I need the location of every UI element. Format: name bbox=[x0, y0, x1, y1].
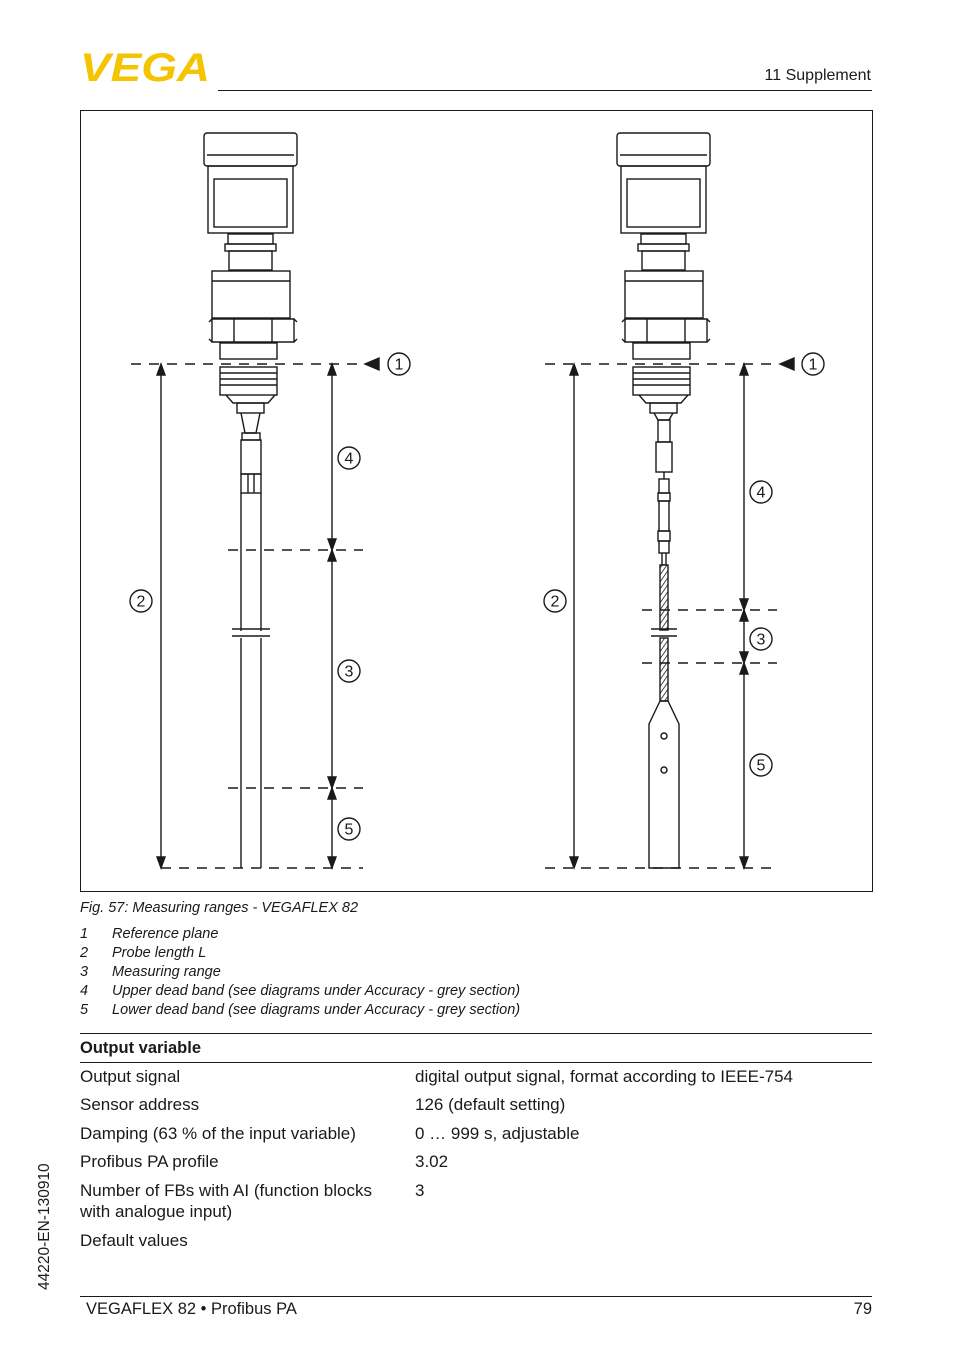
rod-probe bbox=[204, 133, 297, 868]
cable-probe bbox=[617, 133, 710, 868]
probe-diagram bbox=[81, 111, 872, 891]
footer-rule bbox=[80, 1296, 872, 1297]
legend-item: 1 Reference plane bbox=[80, 926, 219, 942]
callout-1-left: 1 bbox=[394, 356, 404, 374]
section-title: 11 Supplement bbox=[764, 67, 871, 84]
page-number: 79 bbox=[853, 1300, 872, 1318]
row-key: Number of FBs with AI (function blocks with analogue input) bbox=[80, 1181, 372, 1221]
row-value: 3.02 bbox=[415, 1152, 449, 1171]
row-key: Default values bbox=[80, 1231, 188, 1250]
callout-2-right: 2 bbox=[550, 593, 560, 611]
vega-logo-graphic bbox=[80, 50, 212, 86]
legend-item: 5 Lower dead band (see diagrams under Accuracy - grey section) bbox=[80, 1002, 521, 1018]
row-value: 0 … 999 s, adjustable bbox=[415, 1124, 580, 1143]
figure-caption: Fig. 57: Measuring ranges - VEGAFLEX 82 bbox=[80, 900, 359, 916]
callout-4-right: 4 bbox=[756, 484, 766, 502]
footer-product: VEGAFLEX 82 • Profibus PA bbox=[86, 1300, 297, 1318]
vega-logo bbox=[80, 50, 212, 86]
callout-4-left: 4 bbox=[344, 450, 354, 468]
callout-5-left: 5 bbox=[344, 821, 354, 839]
row-key: Output signal bbox=[80, 1067, 181, 1086]
legend-item: 3 Measuring range bbox=[80, 964, 221, 980]
table-top-rule bbox=[80, 1033, 872, 1034]
callout-5-right: 5 bbox=[756, 757, 766, 775]
row-value: 3 bbox=[415, 1181, 425, 1200]
legend-item: 4 Upper dead band (see diagrams under Accuracy - grey section) bbox=[80, 983, 521, 999]
document-code: 44220-EN-130910 bbox=[36, 1163, 53, 1290]
callout-3-right: 3 bbox=[756, 631, 766, 649]
callout-circles bbox=[130, 353, 824, 840]
row-key: Damping (63 % of the input variable) bbox=[80, 1124, 356, 1143]
callout-1-right: 1 bbox=[808, 356, 818, 374]
logo-lettering: VEGA bbox=[80, 50, 210, 86]
left-dimensions bbox=[131, 358, 379, 868]
legend-item: 2 Probe length L bbox=[80, 945, 207, 961]
callout-3-left: 3 bbox=[344, 663, 354, 681]
figure-legend bbox=[80, 926, 520, 1021]
table-heading-rule bbox=[80, 1062, 872, 1063]
figure-measuring-ranges bbox=[80, 110, 873, 892]
callout-2-left: 2 bbox=[136, 593, 146, 611]
row-key: Profibus PA profile bbox=[80, 1152, 219, 1171]
header-rule bbox=[218, 90, 872, 91]
table-heading: Output variable bbox=[80, 1039, 202, 1057]
row-value: digital output signal, format according to IEEE-754 bbox=[415, 1067, 793, 1086]
row-key: Sensor address bbox=[80, 1095, 200, 1114]
row-value: 126 (default setting) bbox=[415, 1095, 566, 1114]
